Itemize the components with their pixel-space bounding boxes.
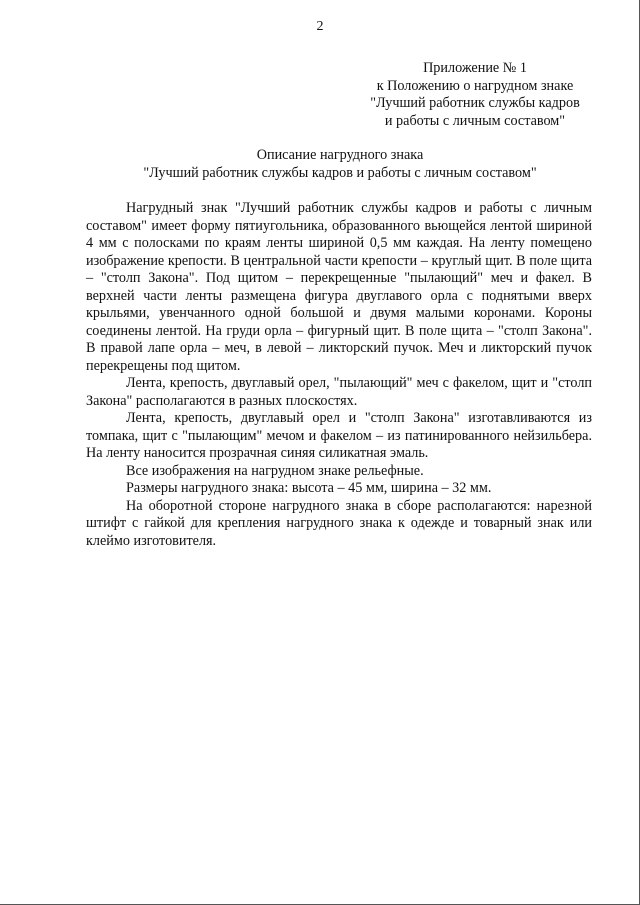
document-title xyxy=(90,147,590,182)
appendix-line-3: "Лучший работник службы кадров xyxy=(370,95,580,111)
paragraph-materials: Лента, крепость, двуглавый орел и "столп Закона" изготавливаются из томпака, щит с "пылающим" мечом и факелом – из патинированного нейзильбера. На ленту наносится прозрачная синяя силикатная эмаль. xyxy=(86,410,592,461)
title-line-1: Описание нагрудного знака xyxy=(256,147,424,163)
appendix-heading xyxy=(360,60,590,130)
paragraph-planes: Лента, крепость, двуглавый орел, "пылающий" меч с факелом, щит и "столп Закона" располагаются в разных плоскостях. xyxy=(86,375,592,409)
paragraph-relief: Все изображения на нагрудном знаке рельефные. xyxy=(126,462,424,479)
page-number: 2 xyxy=(316,19,324,34)
document-body xyxy=(86,200,592,550)
appendix-line-2: к Положению о нагрудном знаке xyxy=(376,77,574,94)
paragraph-reverse-side: На оборотной стороне нагрудного знака в сборе располагаются: нарезной штифт с гайкой для крепления нагрудного знака к одежде и товарный знак или клеймо изготовителя. xyxy=(86,497,592,549)
appendix-line-1: Приложение № 1 xyxy=(423,60,527,76)
title-line-2: "Лучший работник службы кадров и работы с личным составом" xyxy=(143,164,537,181)
appendix-line-4: и работы с личным составом" xyxy=(384,112,566,129)
paragraph-description: Нагрудный знак "Лучший работник службы кадров и работы с личным составом" имеет форму пятиугольника, образованного вьющейся лентой шириной 4 мм с полосками по краям ленты шириной 0,5 мм каждая. На ленту помещено изображение крепости. В центральной части крепости – круглый щит. В поле щита – "столп Закона". Под щитом – перекрещенные "пылающий" меч и факел. В верхней части ленты размещена фигура двуглавого орла с поднятыми вверх крыльями, увенчанного одной большой и двумя малыми коронами. Короны соединены лентой. На груди орла – фигурный щит. В поле щита – "столп Закона". В правой лапе орла – меч, в левой – ликторский пучок. Меч и ликторский пучок перекрещены под щитом. xyxy=(86,200,592,374)
paragraph-dimensions: Размеры нагрудного знака: высота – 45 мм, ширина – 32 мм. xyxy=(126,480,492,496)
